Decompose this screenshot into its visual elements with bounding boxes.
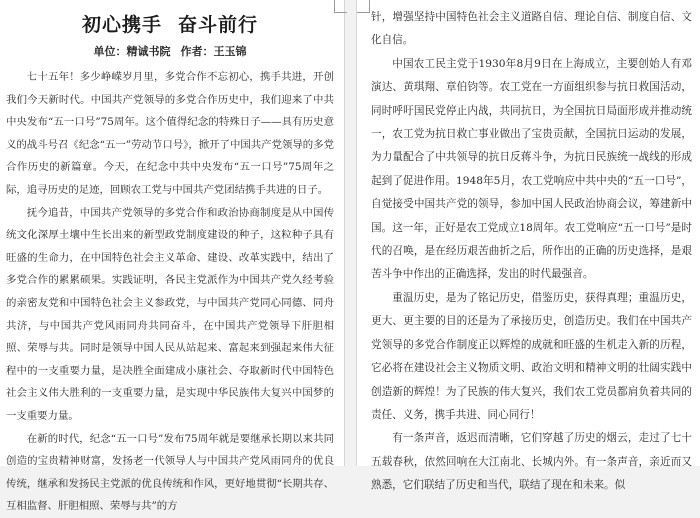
title-part-1: 初心携手 [81, 14, 162, 36]
page-corner-mark [357, 0, 370, 13]
author-value: 王玉锦 [213, 45, 247, 58]
unit-value: 精诚书院 [126, 45, 171, 58]
document-page-right [356, 0, 700, 492]
body-paragraph: 抚今追昔，中国共产党领导的多党合作和政治协商制度是从中国传统文化深厚土壤中生长出来的新型政党制度建设的种子，这粒种子具有旺盛的生命力，在中国特色社会主义革命、建设、改革实践中，结出了多党合作的累累硕果。实践证明，各民主党派作为中国共产党久经考验的亲密友党和中国特色社会主义参政党，与中国共产党同心同德、同舟共济，与中国共产党风雨同舟共同奋斗，在中国共产党领导下肝胆相照、荣辱与共。同时是领导中国人民从站起来、富起来到强起来伟大征程中的一支重要力量，是决胜全面建成小康社会、夺取新时代中国特色社会主义伟大胜利的一支重要力量，是实现中华民族伟大复兴中国梦的一支重要力量。 [6, 206, 334, 422]
page-title [6, 10, 334, 37]
title-part-2: 奋斗前行 [178, 14, 259, 36]
body-paragraph: 中国农工民主党于1930年8月9日在上海成立，主要创始人有邓演达、黄琪翔、章伯钧等。农工党在一方面组织参与抗日救国活动，同时呼吁国民党停止内战，共同抗日，为全国抗日局面形成并推动统一，农工党为抗日救亡事业做出了宝贵贡献，全国抗日运动的发展，为力量配合了中共领导的抗日反蒋斗争，为抗日民族统一战线的形成起到了促进作用。1948年5月，农工党响应中共中央的“五一口号”，自觉接受中国共产党的领导，参加中国人民政治协商会议，筹建新中国。这一年，正好是农工党成立18周年。农工党响应“五一口号”是时代的召唤，是在经历艰苦曲折之后，所作出的正确的历史选择，是艰苦斗争中作出的正确选择，发出的时代最强音。 [371, 57, 692, 281]
body-paragraph: 在新的时代，纪念“五一口号”发布75周年就是要继承长期以来共同创造的宝贵精神财富，发扬老一代领导人与中国共产党风雨同舟的优良传统，继承和发扬民主党派的优良传统和作风，更好地贯彻“长期共存、互相监督、肝胆相照、荣辱与共”的方 [6, 432, 334, 513]
byline [6, 43, 334, 59]
body-paragraph: 重温历史，是为了铭记历史，借鉴历史，获得真理；重温历史，更大、更主要的目的还是为了承接历史，创造历史。我们在中国共产党领导的多党合作制度正以辉煌的成就和旺盛的生机走入新的历程，它必将在建设社会主义物质文明、政治文明和精神文明的壮阔实践中创造新的辉煌！为了民族的伟大复兴，我们农工党员都肩负着共同的责任、义务，携手共进、同心同行！ [371, 291, 692, 421]
author-label: 作者： [180, 45, 214, 58]
body-paragraph: 七十五年！多少峥嵘岁月里，多党合作不忘初心，携手共进，开创我们今天新时代。中国共产党领导的多党合作历史中，我们迎来了中共中央发布“五一口号”75周年。这个值得纪念的特殊日子——具有历史意义的战斗号召《纪念“五一”劳动节口号》，掀开了中国共产党领导的多党合作历史的新篇章。今天，在纪念中共中央发布“五一口号”75周年之际，追寻历史的足迹，回顾农工党与中国共产党团结携手共进的日子。 [6, 71, 334, 196]
body-paragraph: 针，增强坚持中国特色社会主义道路自信、理论自信、制度自信、文化自信。 [371, 11, 692, 47]
body-paragraph: 有一条声音，返迟而清晰，它们穿越了历史的烟云，走过了七十五载春秋，依然回响在大江南北、长城内外。有一条声音，亲近而又熟悉，它们联结了历史和当代，联结了现在和未来。似 [371, 432, 692, 492]
document-page-left [0, 0, 345, 513]
unit-label: 单位： [93, 45, 127, 58]
page-corner-mark [334, 0, 347, 13]
